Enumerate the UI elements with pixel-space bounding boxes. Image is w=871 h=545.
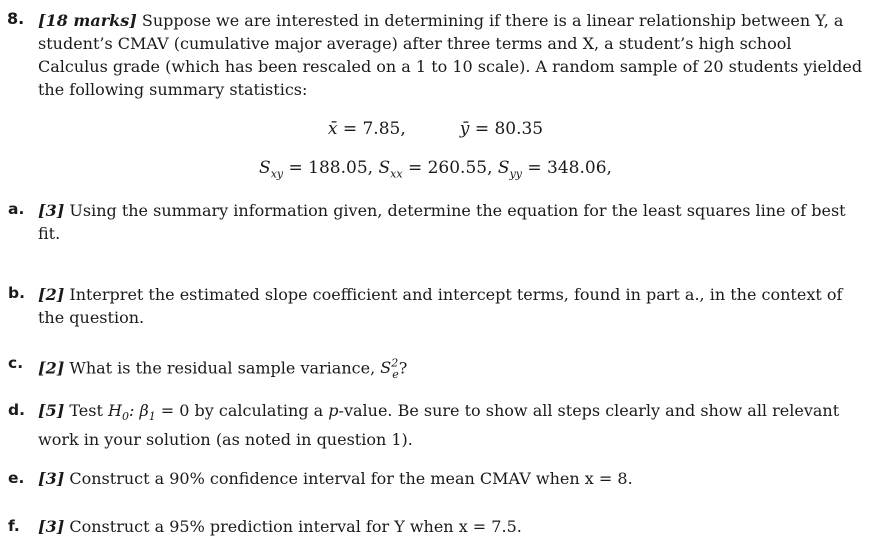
- question-marks: [18 marks]: [38, 11, 137, 30]
- sxy-symbol: $S_{xy}$: [259, 158, 284, 181]
- part-e-label: e.: [8, 469, 25, 487]
- part-e: [38, 467, 864, 490]
- part-d: [38, 399, 864, 451]
- part-d-label: d.: [8, 401, 25, 419]
- part-d-hypothesis-value: = 0 by calculating a: [160, 401, 324, 420]
- xbar-value: = 7.85,: [342, 119, 406, 139]
- part-a-marks: [3]: [38, 201, 65, 220]
- part-c-marks: [2]: [38, 358, 65, 378]
- sxx-value: = 260.55,: [407, 158, 493, 178]
- ybar-symbol: ȳ: [459, 119, 470, 139]
- part-c-text: What is the residual sample variance,: [69, 358, 376, 378]
- part-e-text: Construct a 90% confidence interval for the mean CMAV when x = 8.: [69, 469, 633, 488]
- part-d-text-before: Test: [69, 401, 103, 420]
- syy-value: = 348.06,: [527, 158, 612, 178]
- part-a-text: Using the summary information given, determine the equation for the least squares line of best fit.: [38, 201, 846, 243]
- question-intro: [38, 9, 864, 101]
- part-b: [38, 283, 864, 329]
- residual-variance-symbol: $S^2_e$: [380, 357, 399, 381]
- part-d-text-after: -value. Be sure to show all steps clearly and show all relevant work in your solution (as noted in question 1).: [38, 401, 840, 450]
- part-f-label: f.: [8, 517, 20, 535]
- part-c-label: c.: [8, 354, 24, 372]
- part-d-marks: [5]: [38, 401, 65, 420]
- means-line: [0, 119, 871, 139]
- part-f: [38, 515, 864, 538]
- ybar-value: = 80.35: [474, 119, 544, 139]
- part-f-marks: [3]: [38, 517, 65, 536]
- part-c: [38, 352, 864, 386]
- part-b-label: b.: [8, 284, 25, 302]
- part-a: [38, 199, 864, 245]
- p-symbol: p: [328, 401, 339, 420]
- part-c-end: ?: [398, 358, 408, 378]
- part-b-marks: [2]: [38, 285, 65, 304]
- syy-symbol: $S_{yy}$: [497, 158, 522, 181]
- question-intro-text: Suppose we are interested in determining if there is a linear relationship between Y, a student’s CMAV (cumulative major average) after three terms and X, a student’s high school Calculus grade (which has been rescaled on a 1 to 10 scale). A random sample of 20 students yielded the following summary statistics:: [38, 11, 863, 99]
- part-a-label: a.: [8, 200, 25, 218]
- sxy-value: = 188.05,: [288, 158, 374, 178]
- part-b-text: Interpret the estimated slope coefficient and intercept terms, found in part a., in the context of the question.: [38, 285, 843, 327]
- null-hypothesis: $H_0$: $\beta_1$: [108, 401, 156, 424]
- part-f-text: Construct a 95% prediction interval for Y when x = 7.5.: [69, 517, 522, 536]
- question-number: 8.: [7, 9, 25, 28]
- sxx-symbol: $S_{xx}$: [378, 158, 403, 181]
- xbar-symbol: x̄: [327, 119, 338, 139]
- part-e-marks: [3]: [38, 469, 65, 488]
- sums-line: [0, 158, 871, 180]
